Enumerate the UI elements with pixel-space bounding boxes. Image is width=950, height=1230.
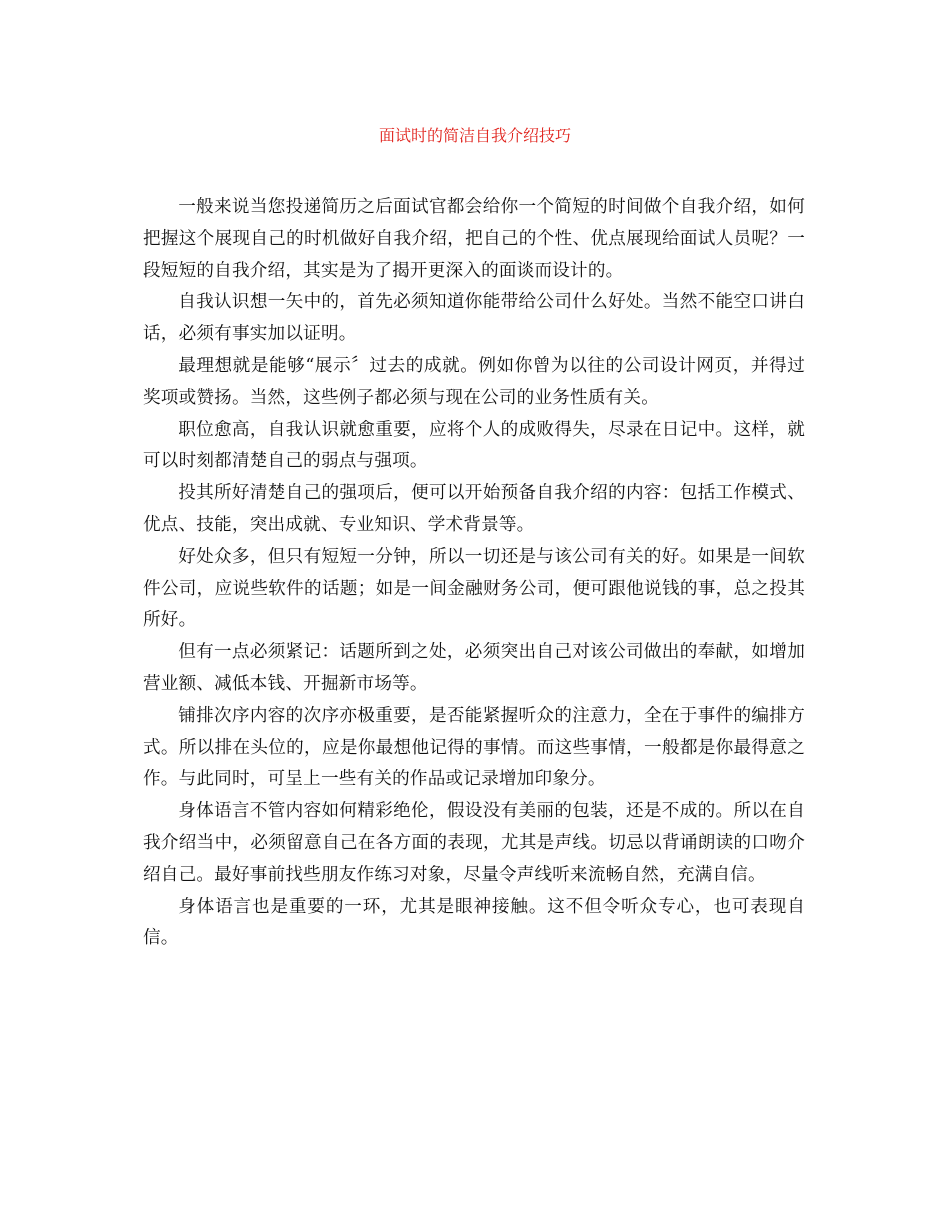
document-title: 面试时的简洁自我介绍技巧 <box>378 126 571 145</box>
paragraph: 身体语言也是重要的一环，尤其是眼神接触。这不但令听众专心，也可表现自信。 <box>143 896 805 949</box>
paragraph: 一般来说当您投递简历之后面试官都会给你一个简短的时间做个自我介绍，如何把握这个展现自己的时机做好自我介绍，把自己的个性、优点展现给面试人员呢？一段短短的自我介绍，其实是为了揭开更深入的面谈而设计的。 <box>143 197 805 281</box>
paragraph: 身体语言不管内容如何精彩绝伦，假设没有美丽的包装，还是不成的。所以在自我介绍当中，必须留意自己在各方面的表现，尤其是声线。切忌以背诵朗读的口吻介绍自己。最好事前找些朋友作练习对象，尽量令声线听来流畅自然，充满自信。 <box>143 801 805 885</box>
paragraph: 铺排次序内容的次序亦极重要，是否能紧握听众的注意力，全在于事件的编排方式。所以排在头位的，应是你最想他记得的事情。而这些事情，一般都是你最得意之作。与此同时，可呈上一些有关的作品或记录增加印象分。 <box>143 705 805 790</box>
document-body <box>143 192 805 955</box>
paragraph: 投其所好清楚自己的强项后，便可以开始预备自我介绍的内容：包括工作模式、优点、技能，突出成就、专业知识、学术背景等。 <box>143 483 805 535</box>
paragraph: 最理想就是能够“展示〞过去的成就。例如你曾为以往的公司设计网页，并得过奖项或赞扬。当然，这些例子都必须与现在公司的业务性质有关。 <box>143 355 805 408</box>
paragraph: 职位愈高，自我认识就愈重要，应将个人的成败得失，尽录在日记中。这样，就可以时刻都清楚自己的弱点与强项。 <box>143 419 805 472</box>
paragraph: 好处众多，但只有短短一分钟，所以一切还是与该公司有关的好。如果是一间软件公司，应说些软件的话题；如是一间金融财务公司，便可跟他说钱的事，总之投其所好。 <box>143 546 805 631</box>
paragraph: 但有一点必须紧记：话题所到之处，必须突出自己对该公司做出的奉献，如增加营业额、减低本钱、开掘新市场等。 <box>143 642 805 694</box>
paragraph: 自我认识想一矢中的，首先必须知道你能带给公司什么好处。当然不能空口讲白话，必须有事实加以证明。 <box>143 292 805 345</box>
